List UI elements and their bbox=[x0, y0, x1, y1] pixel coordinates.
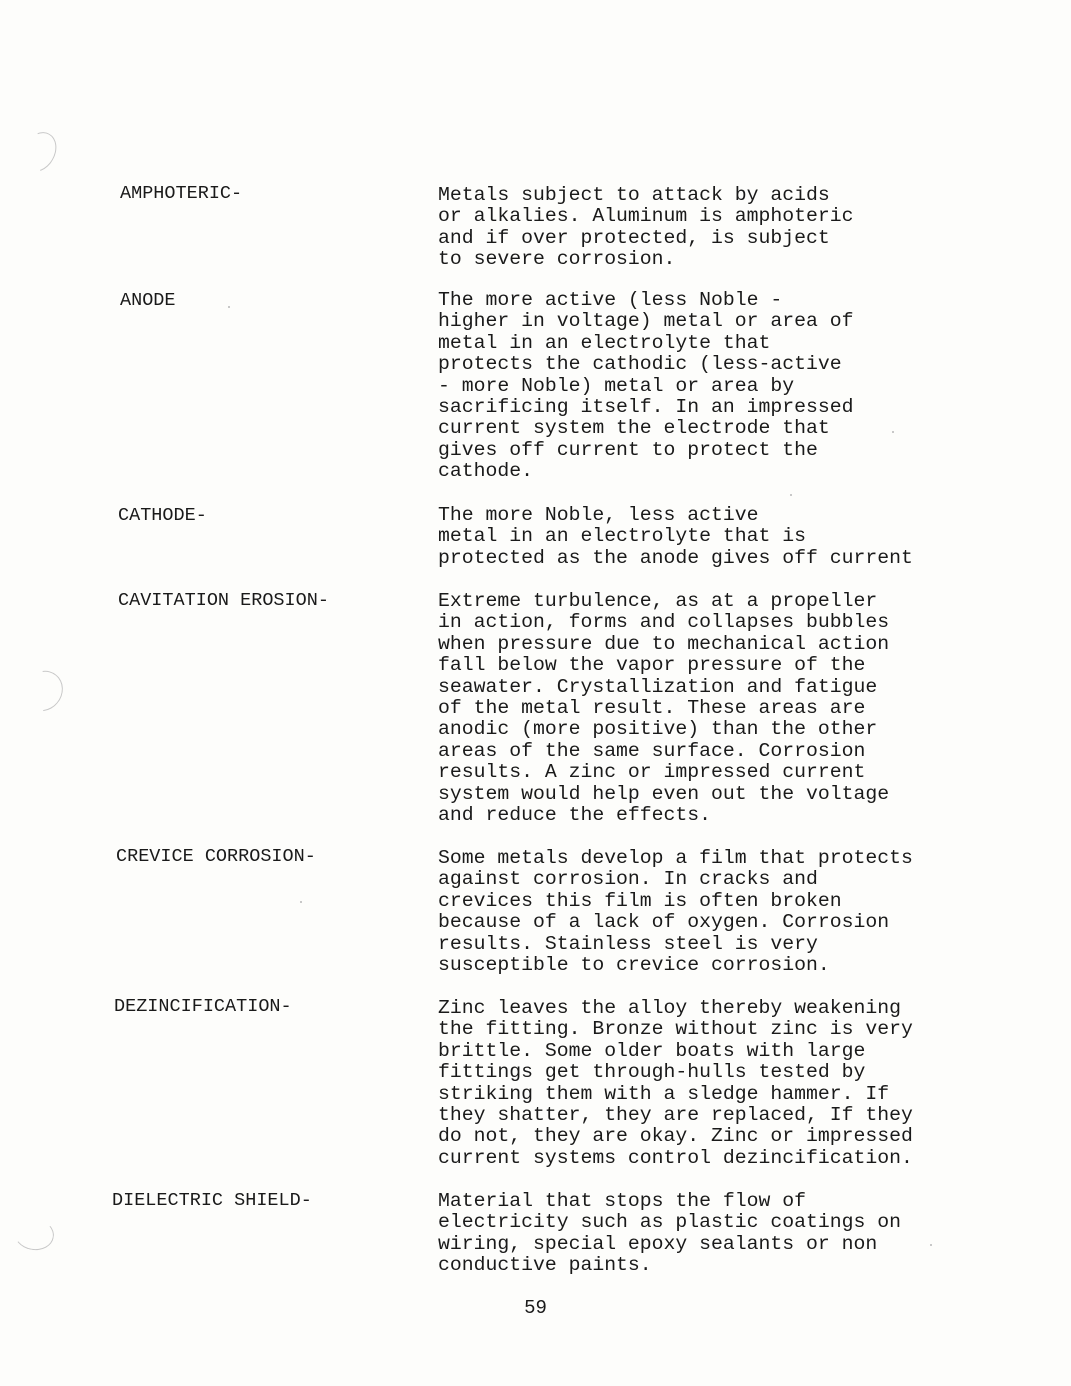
punch-hole-mark-bottom bbox=[12, 1215, 57, 1253]
scan-speck bbox=[790, 494, 792, 496]
glossary-term-cathode: CATHODE- bbox=[118, 505, 207, 526]
page-number: 59 bbox=[524, 1297, 547, 1319]
scan-speck bbox=[300, 901, 302, 903]
punch-hole-mark-middle bbox=[15, 663, 71, 720]
scan-speck bbox=[228, 306, 230, 308]
glossary-definition-amphoteric: Metals subject to attack by acids or alkalies. Aluminum is amphoteric and if over protected, is subject to severe corrosion. bbox=[438, 184, 854, 271]
scan-speck bbox=[930, 1244, 932, 1246]
glossary-term-cavitation-erosion: CAVITATION EROSION- bbox=[118, 590, 329, 611]
glossary-term-amphoteric: AMPHOTERIC- bbox=[120, 183, 243, 204]
glossary-definition-dezincification: Zinc leaves the alloy thereby weakening the fitting. Bronze without zinc is very brittle. Some older boats with large fittings get through-hulls tested by striking them with a sledge hammer. If they shatter, they are replaced, If they do not, they are okay. Zinc or impressed current systems control dezincification. bbox=[438, 997, 913, 1169]
glossary-term-dezincification: DEZINCIFICATION- bbox=[114, 996, 292, 1017]
scan-speck bbox=[892, 431, 894, 433]
glossary-term-crevice-corrosion: CREVICE CORROSION- bbox=[116, 846, 316, 867]
glossary-term-anode: ANODE bbox=[120, 290, 176, 311]
glossary-term-dielectric-shield: DIELECTRIC SHIELD- bbox=[112, 1190, 312, 1211]
glossary-definition-cathode: The more Noble, less active metal in an electrolyte that is protected as the anode gives off current bbox=[438, 504, 913, 569]
punch-hole-mark-top bbox=[15, 126, 64, 178]
glossary-definition-anode: The more active (less Noble - higher in voltage) metal or area of metal in an electrolyte that protects the cathodic (less-active - more Noble) metal or area by sacrificing itself. In an impressed current system the electrode that gives off current to protect the cathode. bbox=[438, 289, 854, 483]
glossary-definition-dielectric-shield: Material that stops the flow of electricity such as plastic coatings on wiring, special epoxy sealants or non conductive paints. bbox=[438, 1190, 901, 1277]
glossary-definition-crevice-corrosion: Some metals develop a film that protects against corrosion. In cracks and crevices this film is often broken because of a lack of oxygen. Corrosion results. Stainless steel is very susceptible to crevice corrosion. bbox=[438, 847, 913, 977]
glossary-definition-cavitation-erosion: Extreme turbulence, as at a propeller in action, forms and collapses bubbles when pressure due to mechanical action fall below the vapor pressure of the seawater. Crystallization and fatigue of the metal result. These areas are anodic (more positive) than the other areas of the same surface. Corrosion results. A zinc or impressed current system would help even out the voltage and reduce the effects. bbox=[438, 590, 890, 827]
